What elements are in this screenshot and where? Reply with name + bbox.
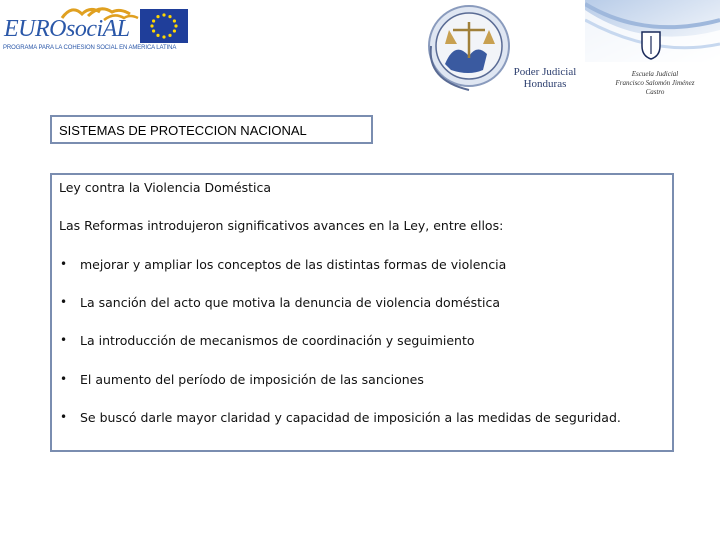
title-box xyxy=(50,115,373,144)
eurosocial-wordmark: EUROsociAL xyxy=(4,16,130,42)
list-item: Se buscó darle mayor claridad y capacidad de imposición a las medidas de seguridad. xyxy=(80,410,621,425)
poder-judicial-line1: Poder Judicial xyxy=(513,66,577,78)
list-item: El aumento del período de imposición de las sanciones xyxy=(80,372,424,387)
escuela-judicial-line1: Escuela Judicial xyxy=(631,70,679,78)
bullet-marker: • xyxy=(60,295,68,309)
list-item: mejorar y ampliar los conceptos de las distintas formas de violencia xyxy=(80,257,507,272)
poder-judicial-emblem xyxy=(425,0,517,96)
escuela-judicial-emblem-icon xyxy=(640,30,662,60)
content-heading: Ley contra la Violencia Doméstica xyxy=(59,180,272,195)
escuela-judicial-name xyxy=(610,70,700,97)
list-item: La sanción del acto que motiva la denuncia de violencia doméstica xyxy=(80,295,500,310)
content-intro: Las Reformas introdujeron significativos avances en la Ley, entre ellos: xyxy=(59,218,504,233)
poder-judicial-line2: Honduras xyxy=(523,78,567,90)
escuela-judicial-line2: Francisco Salomón Jiménez Castro xyxy=(615,79,695,96)
eurosocial-logo xyxy=(0,0,200,60)
poder-judicial-name xyxy=(505,66,585,90)
eurosocial-tagline: PROGRAMA PARA LA COHESION SOCIAL EN AMERICA LATINA xyxy=(3,45,177,51)
bullet-marker: • xyxy=(60,410,68,424)
bullet-marker: • xyxy=(60,257,68,271)
bullet-marker: • xyxy=(60,333,68,347)
eu-flag-icon xyxy=(140,9,188,43)
page-title: SISTEMAS DE PROTECCION NACIONAL xyxy=(59,123,307,138)
content-box xyxy=(50,173,674,452)
list-item: La introducción de mecanismos de coordinación y seguimiento xyxy=(80,333,475,348)
bullet-marker: • xyxy=(60,372,68,386)
